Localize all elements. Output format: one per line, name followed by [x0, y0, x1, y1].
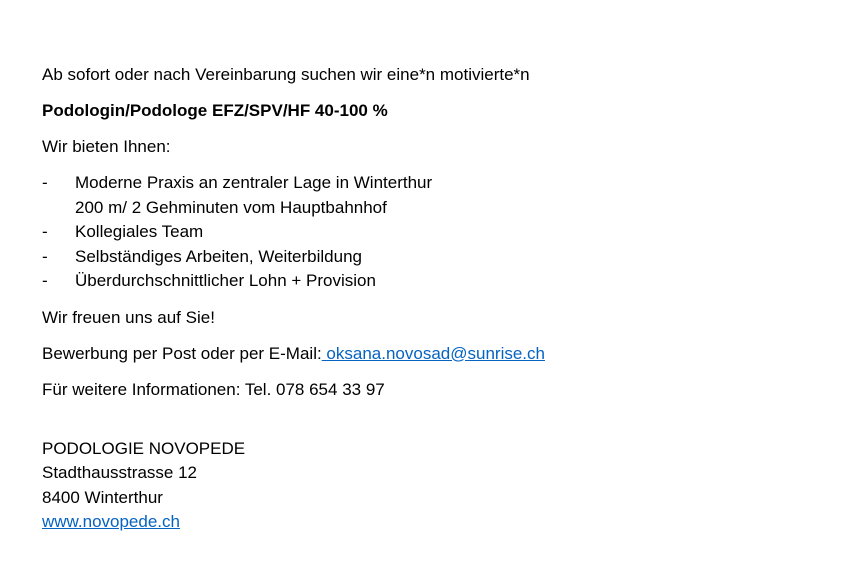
city-address: 8400 Winterthur: [42, 487, 163, 507]
list-dash: -: [42, 222, 48, 241]
application-label: Bewerbung per Post oder per E-Mail:: [42, 343, 322, 363]
list-item: [42, 245, 822, 270]
website-link[interactable]: www.novopede.ch: [42, 512, 180, 531]
intro-text: Ab sofort oder nach Vereinbarung suchen wir eine*n motivierte*n: [42, 65, 530, 84]
benefit-text: Moderne Praxis an zentraler Lage in Winterthur: [75, 173, 433, 192]
street-address: Stadthausstrasse 12: [42, 463, 197, 482]
list-dash: -: [42, 271, 48, 290]
benefit-text: Selbständiges Arbeiten, Weiterbildung: [75, 246, 362, 266]
address-block: [42, 437, 822, 535]
job-title: Podologin/Podologe EFZ/SPV/HF 40-100 %: [42, 101, 388, 120]
list-item: [42, 269, 822, 294]
benefit-text: Überdurchschnittlicher Lohn + Provision: [75, 271, 376, 290]
document-body: [42, 63, 822, 535]
info-text: Für weitere Informationen: Tel. 078 654 33 97: [42, 379, 385, 399]
email-link[interactable]: oksana.novosad@sunrise.ch: [321, 343, 545, 363]
list-item: [42, 220, 822, 245]
list-dash: -: [42, 246, 48, 266]
application-line: [42, 342, 822, 366]
list-dash: -: [42, 173, 48, 192]
closing-text: Wir freuen uns auf Sie!: [42, 307, 215, 327]
offer-heading: Wir bieten Ihnen:: [42, 137, 171, 156]
benefit-text: Kollegiales Team: [75, 222, 204, 241]
company-name: PODOLOGIE NOVOPEDE: [42, 438, 246, 458]
benefits-list: [42, 171, 822, 294]
benefit-text: 200 m/ 2 Gehminuten vom Hauptbahnhof: [75, 197, 387, 217]
list-item: [42, 171, 822, 220]
